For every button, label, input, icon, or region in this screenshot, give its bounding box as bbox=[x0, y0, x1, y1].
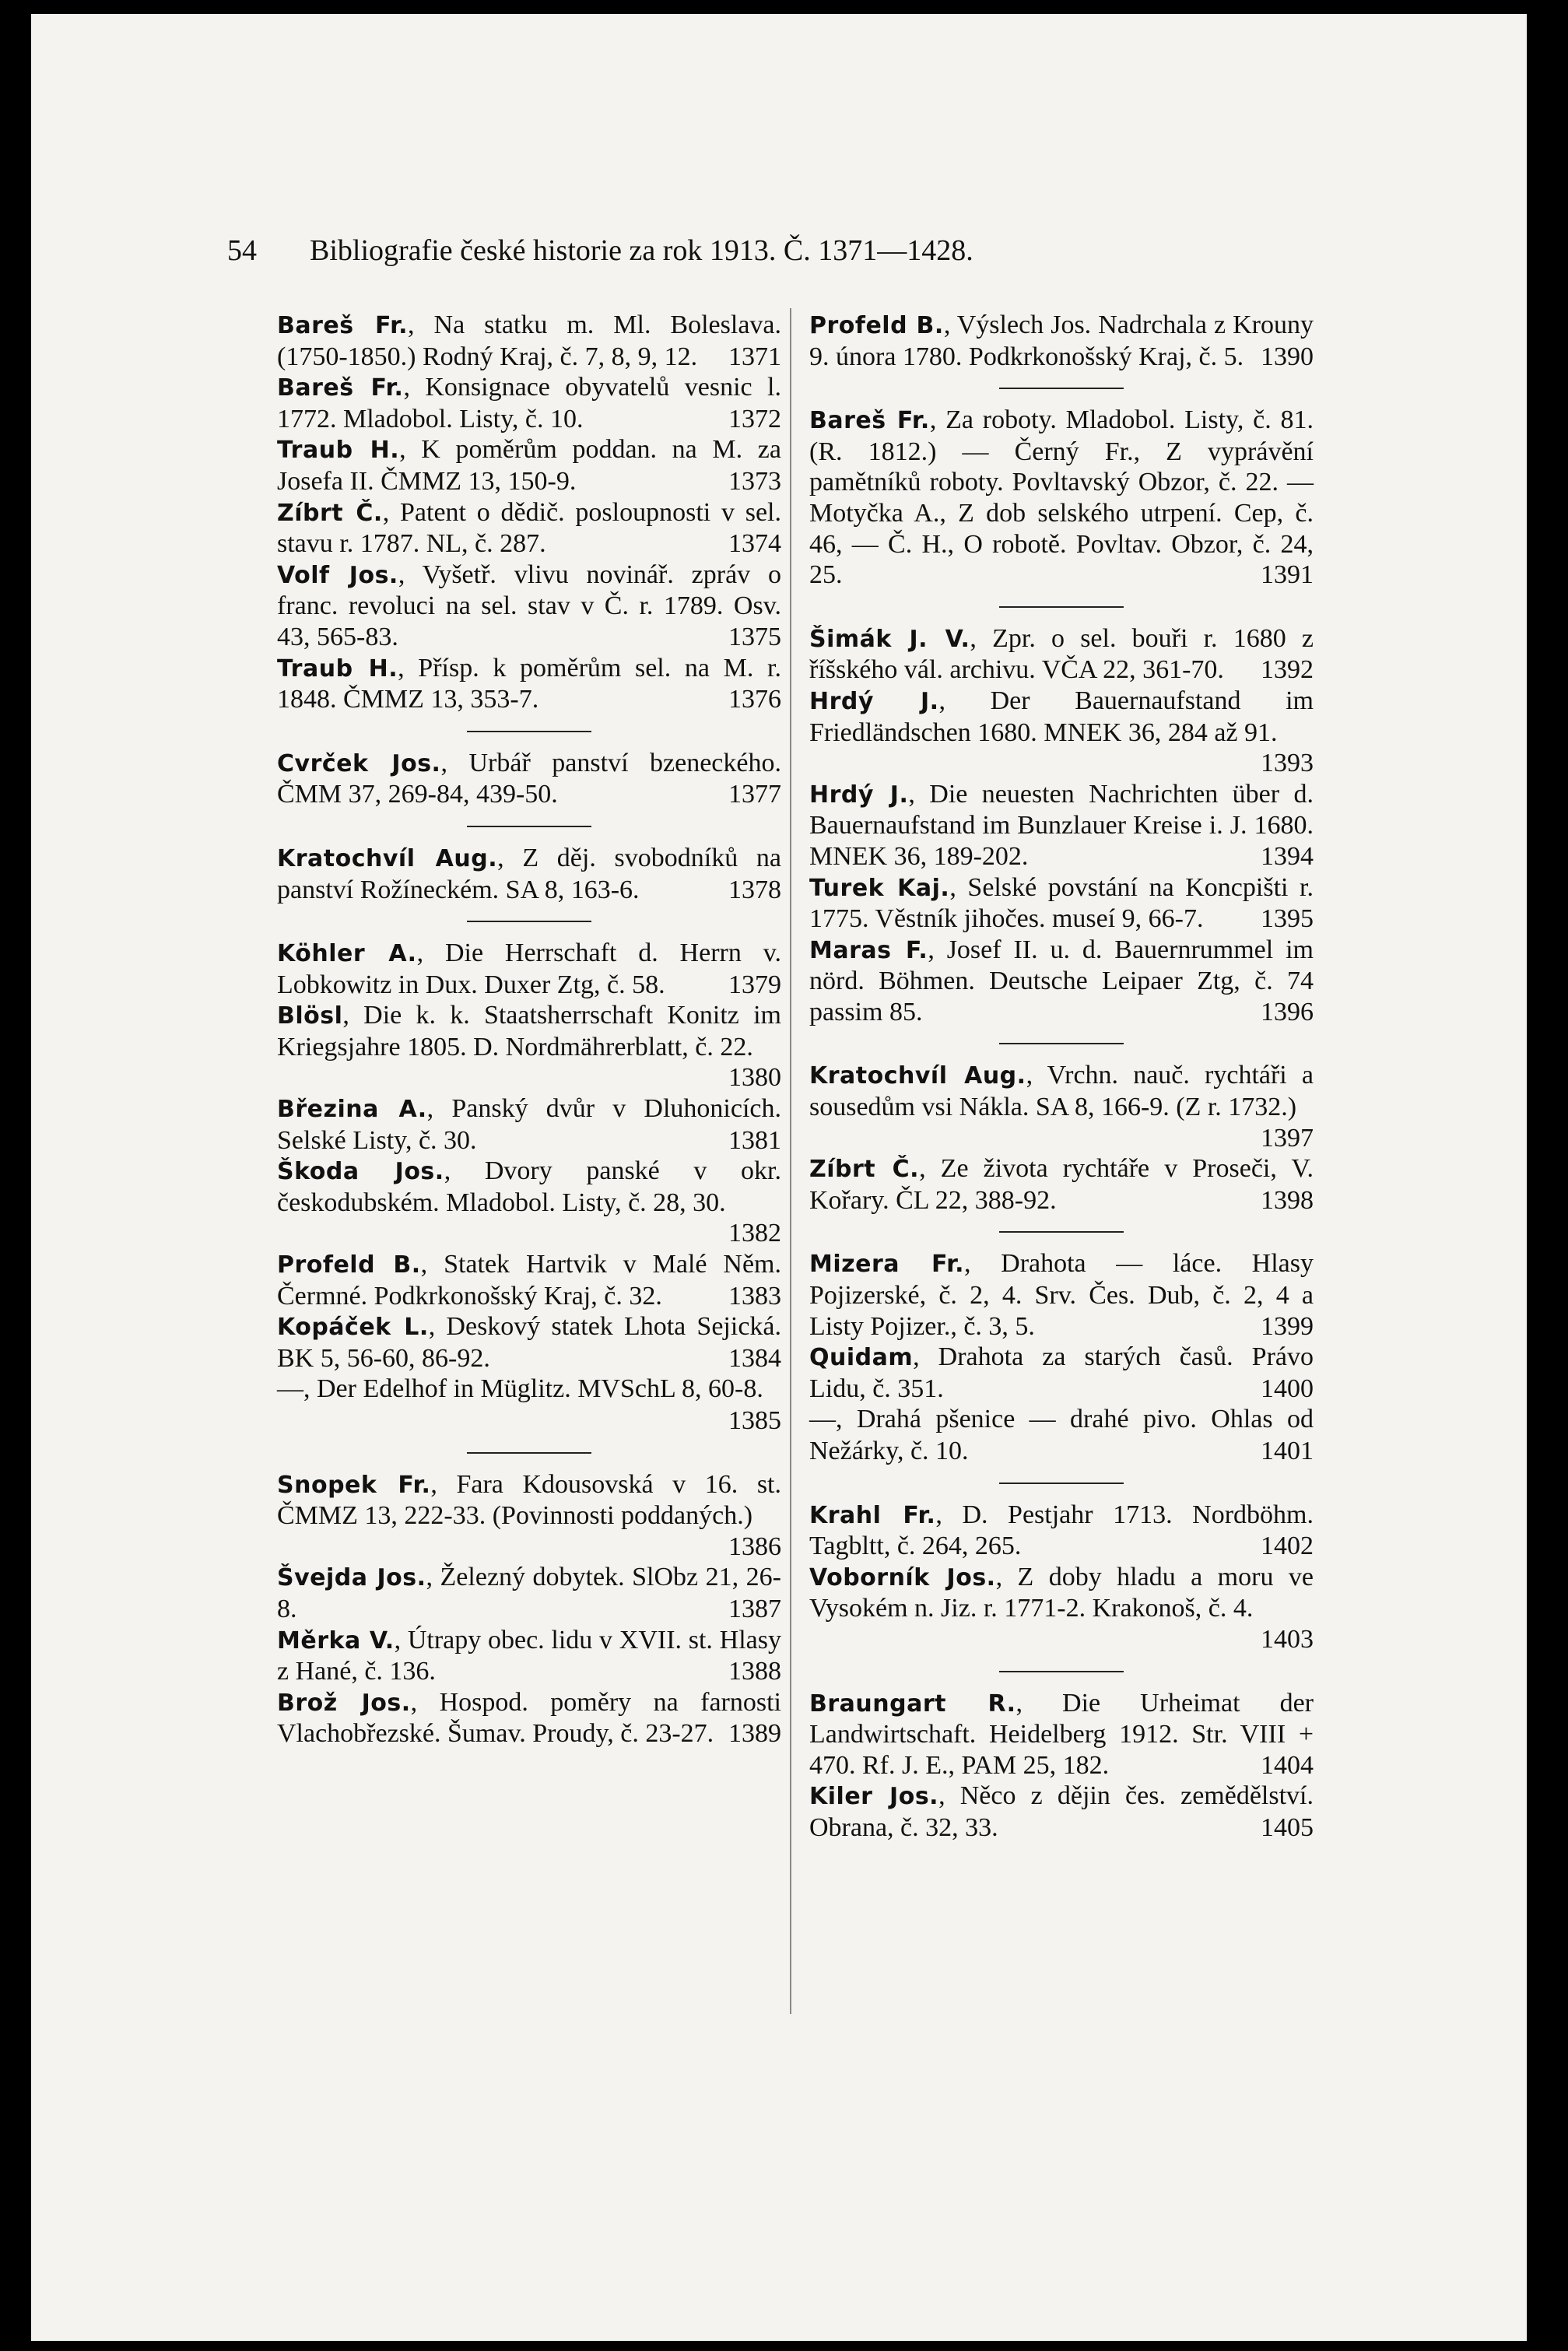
bibliography-entry bbox=[809, 779, 1314, 872]
entry-number: 1386 bbox=[728, 1532, 781, 1561]
right-column bbox=[809, 310, 1314, 1844]
entry-author: Březina A. bbox=[277, 1096, 427, 1124]
entry-author: Snopek Fr. bbox=[277, 1471, 431, 1499]
entry-number: 1399 bbox=[1261, 1311, 1314, 1341]
bibliography-entry bbox=[809, 623, 1314, 686]
bibliography-entry bbox=[277, 497, 781, 560]
entry-author: Mizera Fr. bbox=[809, 1251, 965, 1279]
entry-citation: , Drahota — láce. Hlasy Pojizerské, č. 2, 4. Srv. Čes. Dub, č. 2, 4 a Listy Pojizer., č. 3, 5. bbox=[809, 1249, 1314, 1341]
bibliography-entry bbox=[809, 405, 1314, 591]
bibliography-entry bbox=[277, 938, 781, 1000]
entry-number: 1387 bbox=[728, 1594, 781, 1623]
entry-citation: , Hospod. poměry na farnosti Vlachobřezské. Šumav. Proudy, č. 23-27. bbox=[277, 1687, 781, 1749]
entry-number: 1388 bbox=[728, 1657, 781, 1686]
entry-author: Krahl Fr. bbox=[809, 1501, 936, 1529]
bibliography-entry bbox=[277, 560, 781, 653]
entry-number: 1396 bbox=[1261, 997, 1314, 1026]
entry-number: 1394 bbox=[1261, 841, 1314, 871]
bibliography-entry bbox=[277, 748, 781, 810]
entry-citation: , D. Pestjahr 1713. Nordböhm. Tagbltt, č. 264, 265. bbox=[809, 1500, 1314, 1561]
entry-number: 1380 bbox=[728, 1063, 781, 1093]
entry-citation: , Selské povstání na Koncpišti r. 1775. Věstník jihočes. museí 9, 66-7. bbox=[809, 872, 1314, 934]
entry-citation: , Na statku m. Ml. Boleslava. (1750-1850.) Rodný Kraj, č. 7, 8, 9, 12. bbox=[277, 311, 781, 371]
entry-number: 1385 bbox=[728, 1406, 781, 1435]
entry-number: 1373 bbox=[728, 466, 781, 496]
entry-author: Maras F. bbox=[809, 936, 928, 964]
entry-citation: , Železný dobytek. SlObz 21, 26-8. bbox=[277, 1563, 781, 1623]
section-separator bbox=[467, 921, 591, 922]
entry-citation: , Výslech Jos. Nadrchala z Krouny 9. února 1780. Podkrkonošský Kraj, č. 5. bbox=[809, 311, 1314, 371]
bibliography-entry bbox=[809, 872, 1314, 935]
entry-number: 1381 bbox=[728, 1125, 781, 1155]
entry-author: Traub H. bbox=[277, 654, 398, 682]
entry-citation: , Panský dvůr v Dluhonicích. Selské Listy, č. 30. bbox=[277, 1094, 781, 1155]
section-separator bbox=[999, 1043, 1124, 1044]
entry-author: Zíbrt Č. bbox=[277, 499, 383, 527]
entry-citation: , Urbář panství bzeneckého. ČMM 37, 269-84, 439-50. bbox=[277, 748, 781, 809]
bibliography-entry bbox=[809, 935, 1314, 1028]
entry-author: Bareš Fr. bbox=[277, 312, 409, 339]
entry-number: 1382 bbox=[728, 1219, 781, 1248]
bibliography-entry bbox=[277, 1093, 781, 1156]
entry-number: 1402 bbox=[1261, 1532, 1314, 1561]
entry-author: Profeld B. bbox=[277, 1251, 421, 1279]
bibliography-entry bbox=[277, 843, 781, 905]
entry-number: 1379 bbox=[728, 970, 781, 999]
entry-citation: , Přísp. k poměrům sel. na M. r. 1848. ČMMZ 13, 353-7. bbox=[277, 653, 781, 714]
entry-number: 1401 bbox=[1261, 1437, 1314, 1465]
entry-author: Bareš Fr. bbox=[809, 407, 930, 435]
bibliography-entry bbox=[277, 1562, 781, 1624]
section-separator bbox=[999, 1483, 1124, 1484]
entry-author: Profeld B. bbox=[809, 312, 944, 339]
entry-citation: , Za roboty. Mladobol. Listy, č. 81. (R. 1812.) — Černý Fr., Z vyprávění pamětníků roboty. Povltavský Obzor, č. 22. — Motyčka A., Z dob selského utrpení. Cep, č. 46, — Č. H., O robotě. Povltav. Obzor, č. 24, 25. bbox=[809, 405, 1314, 590]
entry-citation: , Ze života rychtáře v Proseči, V. Kořary. ČL 22, 388-92. bbox=[809, 1154, 1314, 1215]
bibliography-entry bbox=[277, 1469, 781, 1563]
entry-author: Quidam bbox=[809, 1344, 914, 1372]
entry-citation: , Die neuesten Nachrichten über d. Bauernaufstand im Bunzlauer Kreise i. J. 1680. MNEK 36, 189-202. bbox=[809, 779, 1314, 871]
bibliography-entry bbox=[809, 1688, 1314, 1781]
entry-citation: , Z děj. svobodníků na panství Rožíneckém. SA 8, 163-6. bbox=[277, 843, 782, 904]
entry-author: Cvrček Jos. bbox=[277, 749, 441, 777]
entry-citation: , Die k. k. Staatsherrschaft Konitz im Kriegsjahre 1805. D. Nordmährerblatt, č. 22. bbox=[277, 1001, 781, 1061]
entry-citation: , Vyšetř. vlivu novinář. zpráv o franc. revoluci na sel. stav v Č. r. 1789. Osv. 43, 565-83. bbox=[277, 560, 781, 651]
page-header bbox=[227, 233, 1317, 268]
entry-number: 1405 bbox=[1261, 1812, 1314, 1842]
entry-number: 1377 bbox=[728, 780, 781, 809]
entry-number: 1389 bbox=[728, 1719, 781, 1749]
entry-number: 1395 bbox=[1261, 904, 1314, 934]
bibliography-entry bbox=[277, 1311, 781, 1374]
entry-citation: , Drahota za starých časů. Právo Lidu, č. 351. bbox=[809, 1342, 1314, 1403]
entry-author: Bareš Fr. bbox=[277, 374, 404, 402]
entry-number: 1375 bbox=[728, 622, 781, 651]
bibliography-entry bbox=[277, 310, 781, 372]
entry-author: Zíbrt Č. bbox=[809, 1156, 920, 1184]
entry-citation: , Z doby hladu a moru ve Vysokém n. Jiz. r. 1771-2. Krakonoš, č. 4. bbox=[809, 1562, 1314, 1623]
bibliography-entry bbox=[277, 1687, 781, 1749]
left-column bbox=[277, 310, 781, 1749]
entry-number: 1390 bbox=[1261, 342, 1314, 371]
entry-number: 1400 bbox=[1261, 1374, 1314, 1403]
bibliography-entry bbox=[809, 1342, 1314, 1404]
entry-citation: , Útrapy obec. lidu v XVII. st. Hlasy z Hané, č. 136. bbox=[277, 1625, 781, 1686]
bibliography-entry bbox=[277, 1249, 781, 1311]
entry-citation: , Něco z dějin čes. zemědělství. Obrana, č. 32, 33. bbox=[809, 1781, 1314, 1842]
entry-citation: —, Drahá pšenice — drahé pivo. Ohlas od Nežárky, č. 10. bbox=[809, 1405, 1314, 1465]
entry-number: 1376 bbox=[728, 685, 781, 714]
page-number: 54 bbox=[227, 234, 257, 267]
entry-author: Turek Kaj. bbox=[809, 874, 950, 902]
bibliography-entry bbox=[277, 1156, 781, 1249]
entry-number: 1403 bbox=[1261, 1624, 1314, 1654]
entry-author: Škoda Jos. bbox=[277, 1158, 444, 1186]
entry-author: Měrka V. bbox=[277, 1626, 395, 1654]
running-title: Bibliografie české historie za rok 1913. Č. 1371—1428. bbox=[310, 234, 973, 267]
bibliography-entry bbox=[809, 1248, 1314, 1342]
section-separator bbox=[467, 1452, 591, 1454]
entry-author: Voborník Jos. bbox=[809, 1563, 996, 1591]
bibliography-entry bbox=[809, 686, 1314, 779]
entry-citation: , Josef II. u. d. Bauernrummel im nörd. Böhmen. Deutsche Leipaer Ztg, č. 74 passim 85. bbox=[809, 935, 1314, 1026]
bibliography-entry bbox=[809, 1781, 1314, 1843]
bibliography-entry bbox=[277, 372, 781, 434]
entry-citation: , Die Urheimat der Landwirtschaft. Heidelberg 1912. Str. VIII + 470. Rf. J. E., PAM 25, 182. bbox=[809, 1688, 1314, 1780]
entry-number: 1372 bbox=[728, 404, 781, 433]
bibliography-entry bbox=[809, 310, 1314, 372]
entry-author: Traub H. bbox=[277, 437, 400, 465]
entry-citation: , Dvory panské v okr. českodubském. Mladobol. Listy, č. 28, 30. bbox=[277, 1156, 781, 1217]
entry-author: Köhler A. bbox=[277, 940, 417, 968]
bibliography-entry bbox=[277, 434, 781, 497]
bibliography-entry bbox=[277, 1374, 781, 1436]
entry-number: 1371 bbox=[728, 342, 781, 371]
entry-number: 1392 bbox=[1261, 655, 1314, 685]
entry-number: 1374 bbox=[728, 529, 781, 559]
entry-number: 1397 bbox=[1261, 1123, 1314, 1153]
entry-number: 1384 bbox=[728, 1343, 781, 1373]
entry-author: Šimák J. V. bbox=[809, 625, 970, 653]
entry-number: 1393 bbox=[1261, 749, 1314, 778]
entry-author: Kopáček L. bbox=[277, 1314, 429, 1342]
entry-author: Hrdý J. bbox=[809, 687, 939, 715]
entry-author: Kratochvíl Aug. bbox=[277, 844, 498, 872]
entry-number: 1404 bbox=[1261, 1750, 1314, 1780]
entry-author: Braungart R. bbox=[809, 1690, 1016, 1718]
entry-author: Brož Jos. bbox=[277, 1689, 411, 1717]
bibliography-entry bbox=[809, 1060, 1314, 1153]
section-separator bbox=[999, 606, 1124, 608]
entry-author: Volf Jos. bbox=[277, 561, 398, 589]
section-separator bbox=[467, 826, 591, 827]
entry-citation: , Der Bauernaufstand im Friedländschen 1680. MNEK 36, 284 až 91. bbox=[809, 686, 1314, 747]
entry-citation: —, Der Edelhof in Müglitz. MVSchL 8, 60-8. bbox=[277, 1374, 763, 1404]
bibliography-entry bbox=[809, 1500, 1314, 1562]
bibliography-entry bbox=[277, 653, 781, 715]
bibliography-entry bbox=[277, 1625, 781, 1687]
entry-number: 1391 bbox=[1261, 560, 1314, 590]
entry-author: Hrdý J. bbox=[809, 781, 909, 809]
entry-author: Švejda Jos. bbox=[277, 1564, 426, 1592]
bibliography-entry bbox=[277, 1000, 781, 1093]
column-divider bbox=[790, 308, 791, 2014]
entry-citation: , Fara Kdousovská v 16. st. ČMMZ 13, 222-33. (Povinnosti poddaných.) bbox=[277, 1469, 782, 1531]
entry-number: 1398 bbox=[1261, 1185, 1314, 1215]
section-separator bbox=[999, 1671, 1124, 1672]
entry-citation: , Vrchn. nauč. rychtáři a sousedům vsi Nákla. SA 8, 166-9. (Z r. 1732.) bbox=[809, 1061, 1314, 1122]
entry-number: 1378 bbox=[728, 875, 781, 904]
entry-number: 1383 bbox=[728, 1281, 781, 1311]
entry-citation: , Konsignace obyvatelů vesnic l. 1772. Mladobol. Listy, č. 10. bbox=[277, 373, 782, 433]
entry-citation: , Statek Hartvik v Malé Něm. Čermné. Podkrkonošský Kraj, č. 32. bbox=[277, 1250, 781, 1311]
bibliography-entry bbox=[809, 1562, 1314, 1655]
entry-citation: , Die Herrschaft d. Herrn v. Lobkowitz in Dux. Duxer Ztg, č. 58. bbox=[277, 939, 781, 999]
entry-citation: , Patent o dědič. posloupnosti v sel. stavu r. 1787. NL, č. 287. bbox=[277, 497, 781, 559]
section-separator bbox=[999, 388, 1124, 389]
entry-citation: , Deskový statek Lhota Sejická. BK 5, 56-60, 86-92. bbox=[277, 1312, 782, 1373]
entry-author: Blösl bbox=[277, 1002, 343, 1030]
entry-author: Kiler Jos. bbox=[809, 1783, 939, 1811]
entry-citation: , K poměrům poddan. na M. za Josefa II. ČMMZ 13, 150-9. bbox=[277, 435, 781, 496]
section-separator bbox=[467, 731, 591, 732]
entry-citation: , Zpr. o sel. bouři r. 1680 z říšského vál. archivu. VČA 22, 361-70. bbox=[809, 623, 1314, 685]
bibliography-entry bbox=[809, 1153, 1314, 1216]
entry-author: Kratochvíl Aug. bbox=[809, 1062, 1026, 1090]
section-separator bbox=[999, 1231, 1124, 1233]
bibliography-entry bbox=[809, 1404, 1314, 1466]
